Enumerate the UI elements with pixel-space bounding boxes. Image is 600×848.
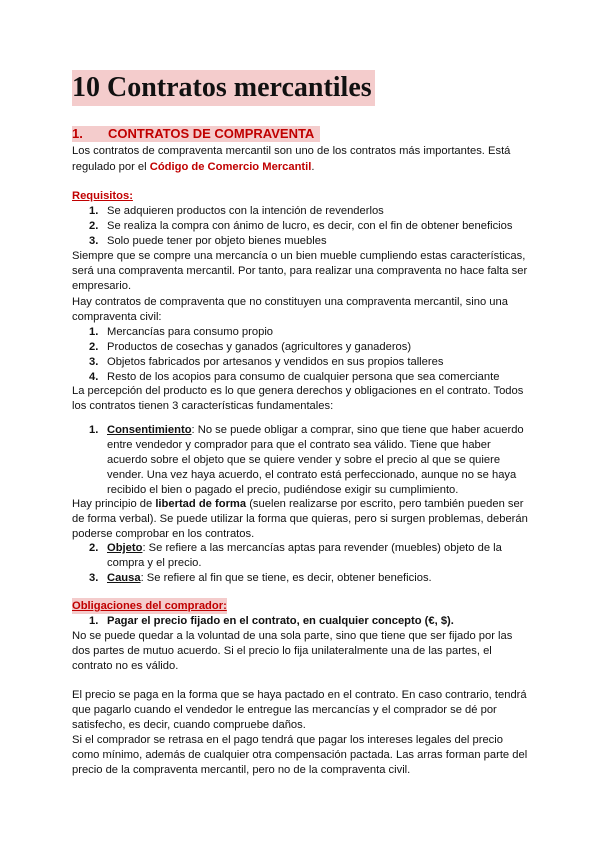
- list-number: 1.: [89, 615, 99, 627]
- list-continuation: vender. Una vez haya acuerdo, el contrato está perfeccionado, aunque no se haya: [107, 469, 517, 481]
- list-item: [89, 233, 327, 249]
- list-number: 1.: [89, 326, 99, 338]
- term-objeto: Objeto: [107, 542, 143, 554]
- list-item: [89, 422, 524, 438]
- list-continuation: acuerdo sobre el objeto que se quiere vender y sobre el precio al que se quiere: [107, 454, 501, 466]
- list-text: Resto de los acopios para consumo de cualquier persona que sea comerciante: [107, 371, 500, 383]
- obligaciones-heading: Obligaciones del comprador:: [72, 600, 227, 612]
- intro-text: regulado por el: [72, 161, 150, 173]
- requisitos-heading: Requisitos:: [72, 190, 133, 202]
- list-number: 2.: [89, 341, 99, 353]
- list-text: Solo puede tener por objeto bienes muebles: [107, 235, 327, 247]
- list-text: : Se refiere a las mercancías aptas para revender (muebles) objeto de la: [142, 542, 502, 554]
- term-causa: Causa: [107, 572, 141, 584]
- code-reference: Código de Comercio Mercantil: [149, 161, 312, 173]
- list-text: Objetos fabricados por artesanos y vendidos en sus propios talleres: [107, 356, 444, 368]
- term-consentimiento: Consentimiento: [107, 424, 192, 436]
- paragraph-line: El precio se paga en la forma que se haya pactado en el contrato. En caso contrario, tendrá: [72, 689, 527, 701]
- list-item: [89, 203, 384, 219]
- paragraph-line: No se puede quedar a la voluntad de una sola parte, sino que tiene que ser fijado por las: [72, 630, 513, 642]
- list-text: Pagar el precio fijado en el contrato, en cualquier concepto (€, $).: [107, 615, 454, 627]
- list-continuation: compra y el precio.: [107, 557, 202, 569]
- paragraph-line: empresario.: [72, 280, 132, 292]
- list-text: Se adquieren productos con la intención de revenderlos: [107, 205, 384, 217]
- section-number: 1.: [72, 126, 83, 141]
- chapter-title: [72, 70, 375, 106]
- paragraph-line: de forma verbal). Se puede utilizar la forma que quieras, pero si surgen problemas, deberán: [72, 513, 528, 525]
- list-number: 2.: [89, 220, 99, 232]
- list-continuation: entre vendedor y comprador para que el contrato sea válido. Tiene que haber: [107, 439, 491, 451]
- intro-period: .: [311, 161, 315, 173]
- paragraph-line: dos partes de mutuo acuerdo. Si el precio lo fija unilateralmente una de las partes, el: [72, 645, 492, 657]
- paragraph-line: Siempre que se compre una mercancía o un bien mueble cumpliendo estas características,: [72, 250, 526, 262]
- list-item: [89, 354, 443, 370]
- paragraph-line: satisfecho, es decir, cuando compruebe daños.: [72, 719, 306, 731]
- list-item: [89, 570, 432, 586]
- term-libertad-forma: libertad de forma: [155, 498, 247, 510]
- chapter-title-text: 10 Contratos mercantiles: [72, 72, 372, 103]
- paragraph-line: Hay contratos de compraventa que no constituyen una compraventa mercantil, sino una: [72, 296, 508, 308]
- list-item: [89, 339, 411, 355]
- intro-line-2: [72, 159, 314, 175]
- intro-line-1: Los contratos de compraventa mercantil son uno de los contratos más importantes. Está: [72, 145, 511, 157]
- paragraph-line: como mínimo, además de cualquier otra compensación pactada. Las arras forman parte del: [72, 749, 528, 761]
- section-heading-text: CONTRATOS DE COMPRAVENTA: [108, 126, 315, 141]
- list-text: Productos de cosechas y ganados (agricultores y ganaderos): [107, 341, 412, 353]
- paragraph-line: poderse comprobar en los contratos.: [72, 528, 255, 540]
- list-number: 3.: [89, 356, 99, 368]
- paragraph-line: será una compraventa mercantil. Por tanto, para realizar una compraventa no hace falta ser: [72, 265, 528, 277]
- paragraph-line: La percepción del producto es lo que genera derechos y obligaciones en el contrato. Todos: [72, 385, 524, 397]
- list-item: [89, 324, 273, 340]
- paragraph-line: Si el comprador se retrasa en el pago tendrá que pagar los intereses legales del precio: [72, 734, 503, 746]
- list-number: 2.: [89, 542, 99, 554]
- forma-text: (suelen realizarse por escrito, pero también pueden ser: [246, 498, 524, 510]
- list-number: 3.: [89, 235, 99, 247]
- list-number: 3.: [89, 572, 99, 584]
- list-number: 1.: [89, 424, 99, 436]
- paragraph-line: [72, 496, 523, 512]
- list-item: [89, 218, 512, 234]
- list-number: 4.: [89, 371, 99, 383]
- section-heading: [72, 126, 320, 142]
- list-text: Se realiza la compra con ánimo de lucro, es decir, con el fin de obtener beneficios: [107, 220, 513, 232]
- forma-text: Hay principio de: [72, 498, 156, 510]
- list-text: : No se puede obligar a comprar, sino que tiene que haber acuerdo: [191, 424, 524, 436]
- list-number: 1.: [89, 205, 99, 217]
- paragraph-line: contrato no es válido.: [72, 660, 179, 672]
- list-item: [89, 613, 454, 629]
- list-continuation: recibido el bien o pagado el precio, pudiéndose exigir su cumplimiento.: [107, 484, 459, 496]
- paragraph-line: los contratos tienen 3 características fundamentales:: [72, 400, 334, 412]
- list-text: : Se refiere al fin que se tiene, es decir, obtener beneficios.: [140, 572, 432, 584]
- paragraph-line: precio de la compraventa mercantil, pero no de la compraventa civil.: [72, 764, 411, 776]
- paragraph-line: compraventa civil:: [72, 311, 162, 323]
- paragraph-line: que pagarlo cuando el vendedor le entregue las mercancías y el comprador se dé por: [72, 704, 497, 716]
- list-item: [89, 540, 502, 556]
- list-text: Mercancías para consumo propio: [107, 326, 274, 338]
